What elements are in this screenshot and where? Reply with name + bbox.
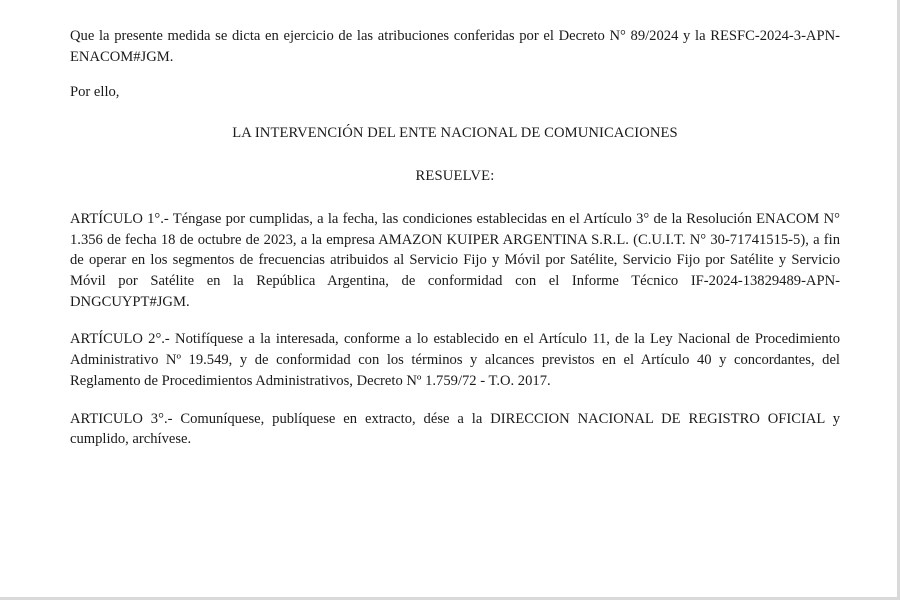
heading-organization: LA INTERVENCIÓN DEL ENTE NACIONAL DE COMUNICACIONES [232, 125, 678, 142]
paragraph-considerando: Que la presente medida se dicta en ejercicio de las atribuciones conferidas por el Decreto N° 89/2024 y la RESFC-2024-3-APN-ENACOM#JGM. [70, 28, 840, 65]
document-body [70, 26, 840, 467]
article-2: ARTÍCULO 2°.- Notifíquese a la interesada, conforme a lo establecido en el Artículo 11, de la Ley Nacional de Procedimiento Administrativo Nº 19.549, y de conformidad con los términos y alcances previstos en el Artículo 40 y concordantes, del Reglamento de Procedimientos Administrativos, Decreto Nº 1.759/72 - T.O. 2017. [70, 331, 840, 389]
article-3: ARTICULO 3°.- Comuníquese, publíquese en extracto, dése a la DIRECCION NACIONAL DE REGISTRO OFICIAL y cumplido, archívese. [70, 410, 840, 448]
heading-resuelve: RESUELVE: [415, 168, 495, 185]
article-1: ARTÍCULO 1°.- Téngase por cumplidas, a la fecha, las condiciones establecidas en el Artículo 3° de la Resolución ENACOM N° 1.356 de fecha 18 de octubre de 2023, a la empresa AMAZON KUIPER ARGENTINA S.R.L. (C.U.I.T. N° 30-71741515-5), a fin de operar en los segmentos de frecuencias atribuidos al Servicio Fijo y Móvil por Satélite, Servicio Fijo por Satélite y Servicio Móvil por Satélite en la República Argentina, de conformidad con el Informe Técnico IF-2024-13829489-APN-DNGCUYPT#JGM. [70, 210, 840, 310]
paragraph-por-ello: Por ello, [70, 84, 120, 101]
